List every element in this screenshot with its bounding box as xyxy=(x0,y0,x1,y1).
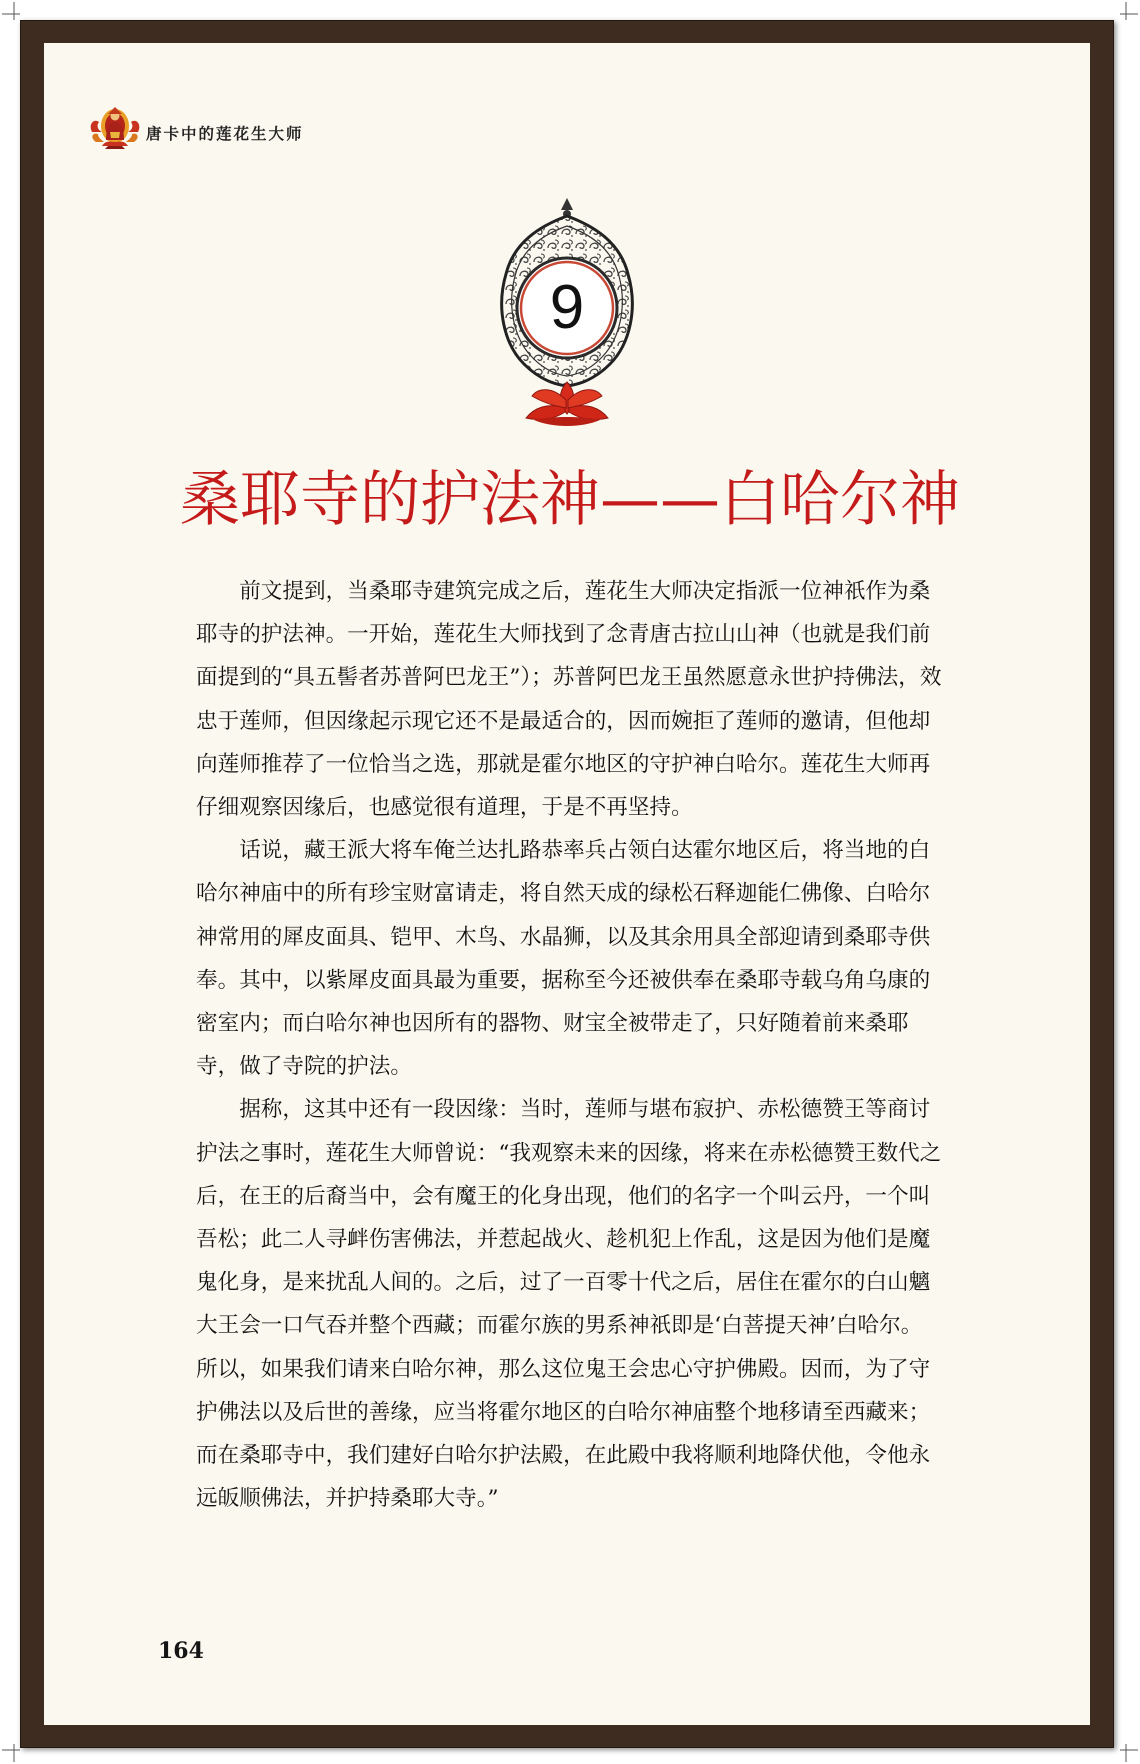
crop-mark-icon xyxy=(2,1744,20,1762)
paragraph: 前文提到，当桑耶寺建筑完成之后，莲花生大师决定指派一位神祇作为桑耶寺的护法神。一开始，莲花生大师找到了念青唐古拉山山神（也就是我们前面提到的“具五髻者苏普阿巴龙王”）；苏普阿巴龙王虽然愿意永世护持佛法，效忠于莲师，但因缘起示现它还不是最适合的，因而婉拒了莲师的邀请，但他却向莲师推荐了一位恰当之选，那就是霍尔地区的守护神白哈尔。莲花生大师再仔细观察因缘后，也感觉很有道理，于是不再坚持。 xyxy=(196,579,942,821)
running-head xyxy=(86,102,304,152)
body-text xyxy=(196,570,942,1520)
chapter-emblem xyxy=(462,196,672,432)
padmasambhava-figure-icon xyxy=(86,102,144,152)
book-title: 唐卡中的莲花生大师 xyxy=(146,125,304,143)
chapter-title: 桑耶寺的护法神——白哈尔神 xyxy=(180,465,960,535)
paragraph: 据称，这其中还有一段因缘：当时，莲师与堪布寂护、赤松德赞王等商讨护法之事时，莲花生大师曾说：“我观察未来的因缘，将来在赤松德赞王数代之后，在王的后裔当中，会有魔王的化身出现，他们的名字一个叫云丹，一个叫吾松；此二人寻衅伤害佛法，并惹起战火、趁机犯上作乱，这是因为他们是魔鬼化身，是来扰乱人间的。之后，过了一百零十代之后，居住在霍尔的白山魑大王会一口气吞并整个西藏；而霍尔族的男系神祇即是‘白菩提天神’白哈尔。所以，如果我们请来白哈尔神，那么这位鬼王会忠心守护佛殿。因而，为了守护佛法以及后世的善缘，应当将霍尔地区的白哈尔神庙整个地移请至西藏来；而在桑耶寺中，我们建好白哈尔护法殿，在此殿中我将顺利地降伏他，令他永远皈顺佛法，并护持桑耶大寺。” xyxy=(196,1097,942,1512)
crop-mark-icon xyxy=(1120,2,1138,20)
chapter-number: 9 xyxy=(549,273,585,342)
crop-mark-icon xyxy=(1120,1744,1138,1762)
crop-mark-icon xyxy=(2,2,20,20)
page-number: 164 xyxy=(158,1638,204,1664)
paragraph: 话说，藏王派大将车俺兰达扎路恭率兵占领白达霍尔地区后，将当地的白哈尔神庙中的所有珍宝财富请走，将自然天成的绿松石释迦能仁佛像、白哈尔神常用的犀皮面具、铠甲、木鸟、水晶狮，以及其余用具全部迎请到桑耶寺供奉。其中，以紫犀皮面具最为重要，据称至今还被供奉在桑耶寺载乌角乌康的密室内；而白哈尔神也因所有的器物、财宝全被带走了，只好随着前来桑耶寺，做了寺院的护法。 xyxy=(196,838,931,1080)
